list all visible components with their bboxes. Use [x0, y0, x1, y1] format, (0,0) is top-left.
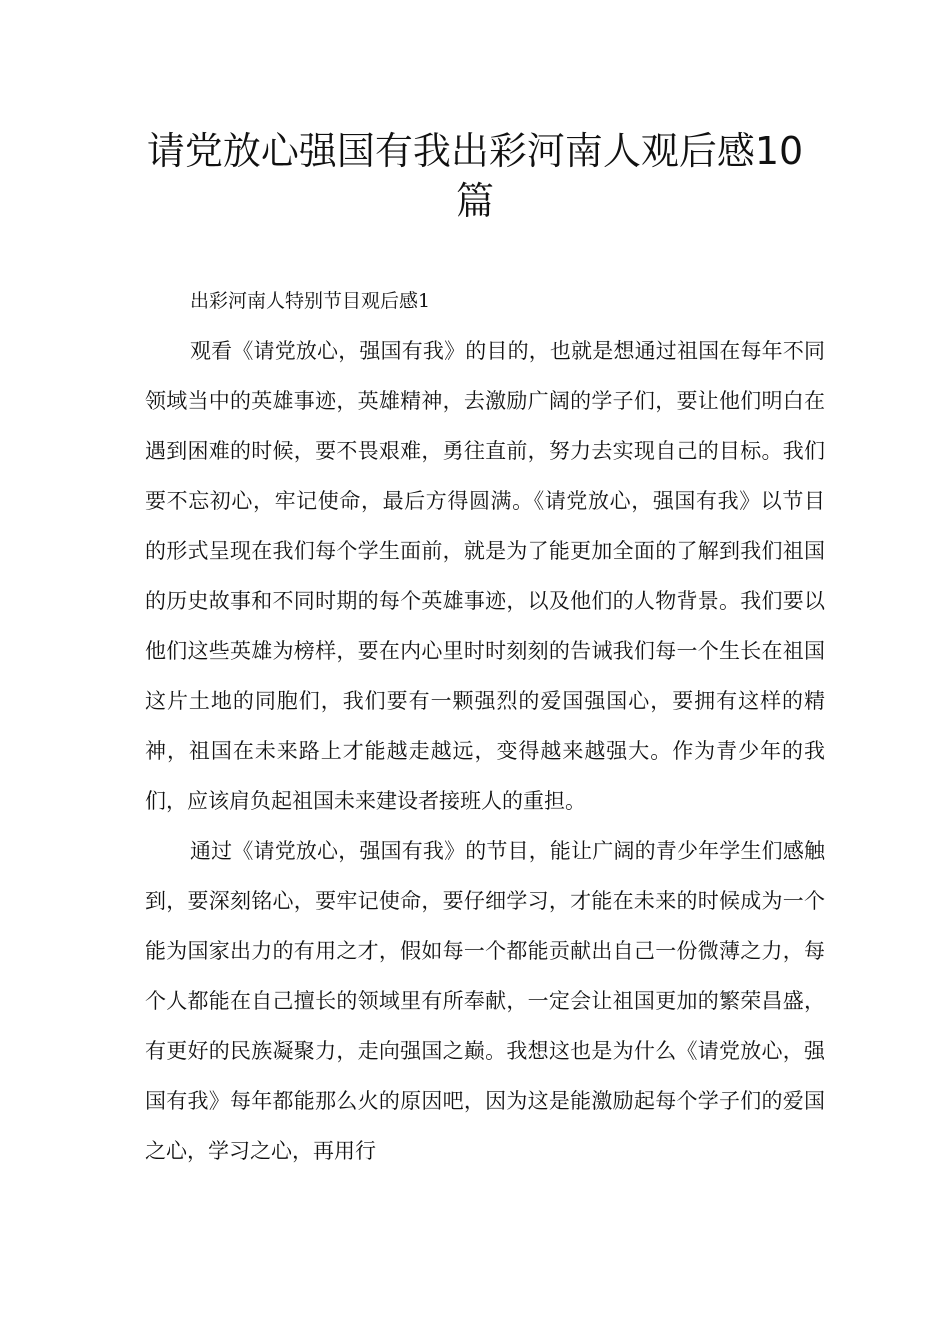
paragraph-2: 通过《请党放心，强国有我》的节目，能让广阔的青少年学生们感触到，要深刻铭心，要牢记使命，要仔细学习，才能在未来的时候成为一个能为国家出力的有用之才，假如每一个都能贡献出自己一份微薄之力，每个人都能在自己擅长的领域里有所奉献，一定会让祖国更加的繁荣昌盛，有更好的民族凝聚力，走向强国之巅。我想这也是为什么《请党放心，强国有我》每年都能那么火的原因吧，因为这是能激励起每个学子们的爱国之心，学习之心，再用行	[145, 839, 825, 1163]
section-heading: 出彩河南人特别节目观后感1	[190, 290, 431, 312]
paragraph-1: 观看《请党放心，强国有我》的目的，也就是想通过祖国在每年不同领域当中的英雄事迹，英雄精神，去激励广阔的学子们，要让他们明白在遇到困难的时候，要不畏艰难，勇往直前，努力去实现自己的目标。我们要不忘初心，牢记使命，最后方得圆满。《请党放心，强国有我》以节目的形式呈现在我们每个学生面前，就是为了能更加全面的了解到我们祖国的历史故事和不同时期的每个英雄事迹，以及他们的人物背景。我们要以他们这些英雄为榜样，要在内心里时时刻刻的告诫我们每一个生长在祖国这片土地的同胞们，我们要有一颗强烈的爱国强国心，要拥有这样的精神，祖国在未来路上才能越走越远，变得越来越强大。作为青少年的我们，应该肩负起祖国未来建设者接班人的重担。	[145, 339, 825, 813]
document-title: 请党放心强国有我出彩河南人观后感10篇	[146, 129, 804, 223]
document-body	[145, 276, 825, 1176]
